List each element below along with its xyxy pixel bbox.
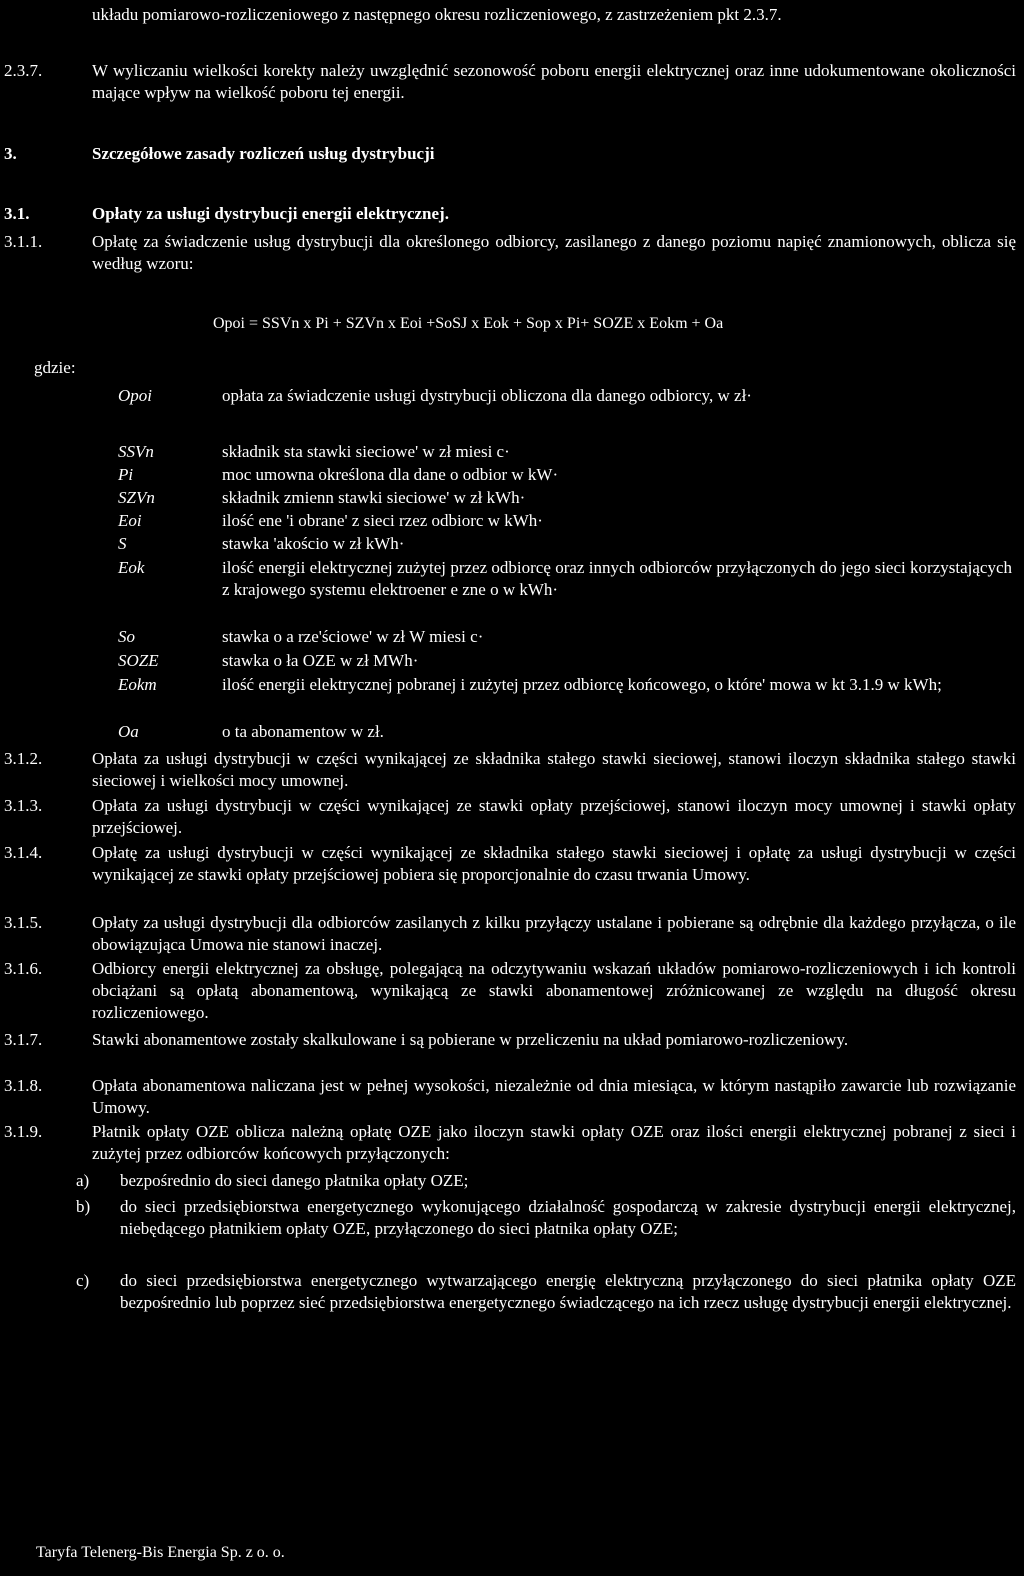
- definition-text: stawka 'akościo w zł kWh·: [222, 534, 405, 553]
- definition-text: opłata za świadczenie usługi dystrybucji obliczona dla danego odbiorcy, w zł·: [222, 386, 752, 405]
- definition-text: ilość energii elektrycznej pobranej i zużytej przez odbiorcę końcowego, o które' mowa w kt 3.1.9 w kWh;: [222, 675, 942, 694]
- definition-text: składnik sta stawki sieciowe' w zł miesi c·: [222, 442, 510, 461]
- paragraph-number: 3.1.3.: [4, 796, 43, 815]
- paragraph-text: Opłatę za usługi dystrybucji w części wynikającej ze składnika stałego stawki sieciowej i opłatę za usługi dystrybucji w części wynikającej ze stawki opłaty przejściowej pobiera się proporcjonalnie do czasu trwania Umowy.: [92, 843, 1016, 884]
- subsection-number: 3.1.: [4, 204, 30, 223]
- paragraph-number: 3.1.2.: [4, 749, 43, 768]
- definition-text: moc umowna określona dla dane o odbior w kW·: [222, 465, 559, 484]
- paragraph-text: Opłata za usługi dystrybucji w części wynikającej ze stawki opłaty przejściowej, stanowi iloczyn mocy umownej i stawki opłaty przejściowej.: [92, 796, 1016, 837]
- paragraph-text: Opłaty za usługi dystrybucji dla odbiorców zasilanych z kilku przyłączy ustalane i pobierane są odrębnie dla każdego przyłącza, o ile obowiązująca Umowa nie stanowi inaczej.: [92, 913, 1016, 954]
- definition-symbol: SSVn: [118, 442, 154, 461]
- definition-symbol: Eokm: [118, 675, 157, 694]
- list-item-label: a): [76, 1171, 90, 1190]
- section-title: Szczegółowe zasady rozliczeń usług dystrybucji: [92, 144, 435, 163]
- paragraph-number: 2.3.7.: [4, 61, 43, 80]
- definition-symbol: SOZE: [118, 651, 159, 670]
- where-label: gdzie:: [34, 358, 76, 377]
- definition-symbol: So: [118, 627, 135, 646]
- tariff-formula: Opoi = SSVn x Pi + SZVn x Eoi +SoSJ x Eok + Sop x Pi+ SOZE x Eokm + Oa: [213, 315, 724, 332]
- list-item-label: c): [76, 1271, 90, 1290]
- paragraph-number: 3.1.5.: [4, 913, 43, 932]
- paragraph-text: Opłata za usługi dystrybucji w części wynikającej ze składnika stałego stawki sieciowej, stanowi iloczyn składnika stałego stawki sieciowej i wielkości mocy umownej.: [92, 749, 1016, 790]
- definition-symbol: Eok: [118, 558, 145, 577]
- definition-text: o ta abonamentow w zł.: [222, 722, 384, 741]
- paragraph-text: Stawki abonamentowe zostały skalkulowane i są pobierane w przeliczeniu na układ pomiarowo-rozliczeniowy.: [92, 1030, 849, 1049]
- paragraph-text: Odbiorcy energii elektrycznej za obsługę, polegającą na odczytywaniu wskazań układów pomiarowo-rozliczeniowych i ich kontroli obciążani są opłatą abonamentową, wynikającą ze stawki abonamentowej zróżnicowanej ze względu na długość okresu rozliczeniowego.: [92, 959, 1016, 1022]
- intro-continuation: układu pomiarowo-rozliczeniowego z następnego okresu rozliczeniowego, z zastrzeżeniem pkt 2.3.7.: [92, 5, 782, 24]
- definition-text: składnik zmienn stawki sieciowe' w zł kWh·: [222, 488, 526, 507]
- definition-symbol: Oa: [118, 722, 139, 741]
- paragraph-number: 3.1.7.: [4, 1030, 43, 1049]
- list-item-text: bezpośrednio do sieci danego płatnika opłaty OZE;: [120, 1171, 469, 1190]
- definition-symbol: Opoi: [118, 386, 152, 405]
- list-item-text: do sieci przedsiębiorstwa energetycznego wykonującego działalność gospodarczą w zakresie dystrybucji energii elektrycznej, niebędącego płatnikiem opłaty OZE, przyłączonego do sieci płatnika opłaty OZE;: [120, 1197, 1016, 1238]
- paragraph-text: Opłata abonamentowa naliczana jest w pełnej wysokości, niezależnie od dnia miesiąca, w którym nastąpiło zawarcie lub rozwiązanie Umowy.: [92, 1076, 1016, 1117]
- paragraph-text: W wyliczaniu wielkości korekty należy uwzględnić sezonowość poboru energii elektrycznej oraz inne udokumentowane okoliczności mające wpływ na wielkość poboru tej energii.: [92, 61, 1016, 102]
- definition-text: ilość energii elektrycznej zużytej przez odbiorcę oraz innych odbiorców przyłączonych do jego sieci korzystających z krajowego systemu elektroener e zne o w kWh·: [222, 558, 1012, 599]
- paragraph-text: Płatnik opłaty OZE oblicza należną opłatę OZE jako iloczyn stawki opłaty OZE oraz ilości energii elektrycznej pobranej z sieci i zużytej przez odbiorców końcowych przyłączonych:: [92, 1122, 1016, 1163]
- section-number: 3.: [4, 144, 17, 163]
- paragraph-number: 3.1.8.: [4, 1076, 43, 1095]
- definition-symbol: Pi: [118, 465, 134, 484]
- definition-text: stawka o a rze'ściowe' w zł W miesi c·: [222, 627, 484, 646]
- paragraph-number: 3.1.4.: [4, 843, 43, 862]
- paragraph-number: 3.1.6.: [4, 959, 43, 978]
- list-item-text: do sieci przedsiębiorstwa energetycznego wytwarzającego energię elektryczną przyłączonego do sieci płatnika opłaty OZE bezpośrednio lub poprzez sieć przedsiębiorstwa energetycznego świadczącego na ich rzecz usługę dystrybucji energii elektrycznej.: [120, 1271, 1016, 1312]
- paragraph-number: 3.1.1.: [4, 232, 43, 251]
- definition-text: ilość ene 'i obrane' z sieci rzez odbiorc w kWh·: [222, 511, 543, 530]
- definition-text: stawka o ła OZE w zł MWh·: [222, 651, 419, 670]
- subsection-title: Opłaty za usługi dystrybucji energii elektrycznej.: [92, 204, 449, 223]
- list-item-label: b): [76, 1197, 91, 1216]
- definition-symbol: SZVn: [118, 488, 155, 507]
- paragraph-text: Opłatę za świadczenie usług dystrybucji dla określonego odbiorcy, zasilanego z danego poziomu napięć znamionowych, oblicza się według wzoru:: [92, 232, 1016, 273]
- paragraph-number: 3.1.9.: [4, 1122, 43, 1141]
- page-footer: Taryfa Telenerg-Bis Energia Sp. z o. o.: [36, 1544, 285, 1561]
- definition-symbol: S: [118, 534, 127, 553]
- definition-symbol: Eoi: [118, 511, 142, 530]
